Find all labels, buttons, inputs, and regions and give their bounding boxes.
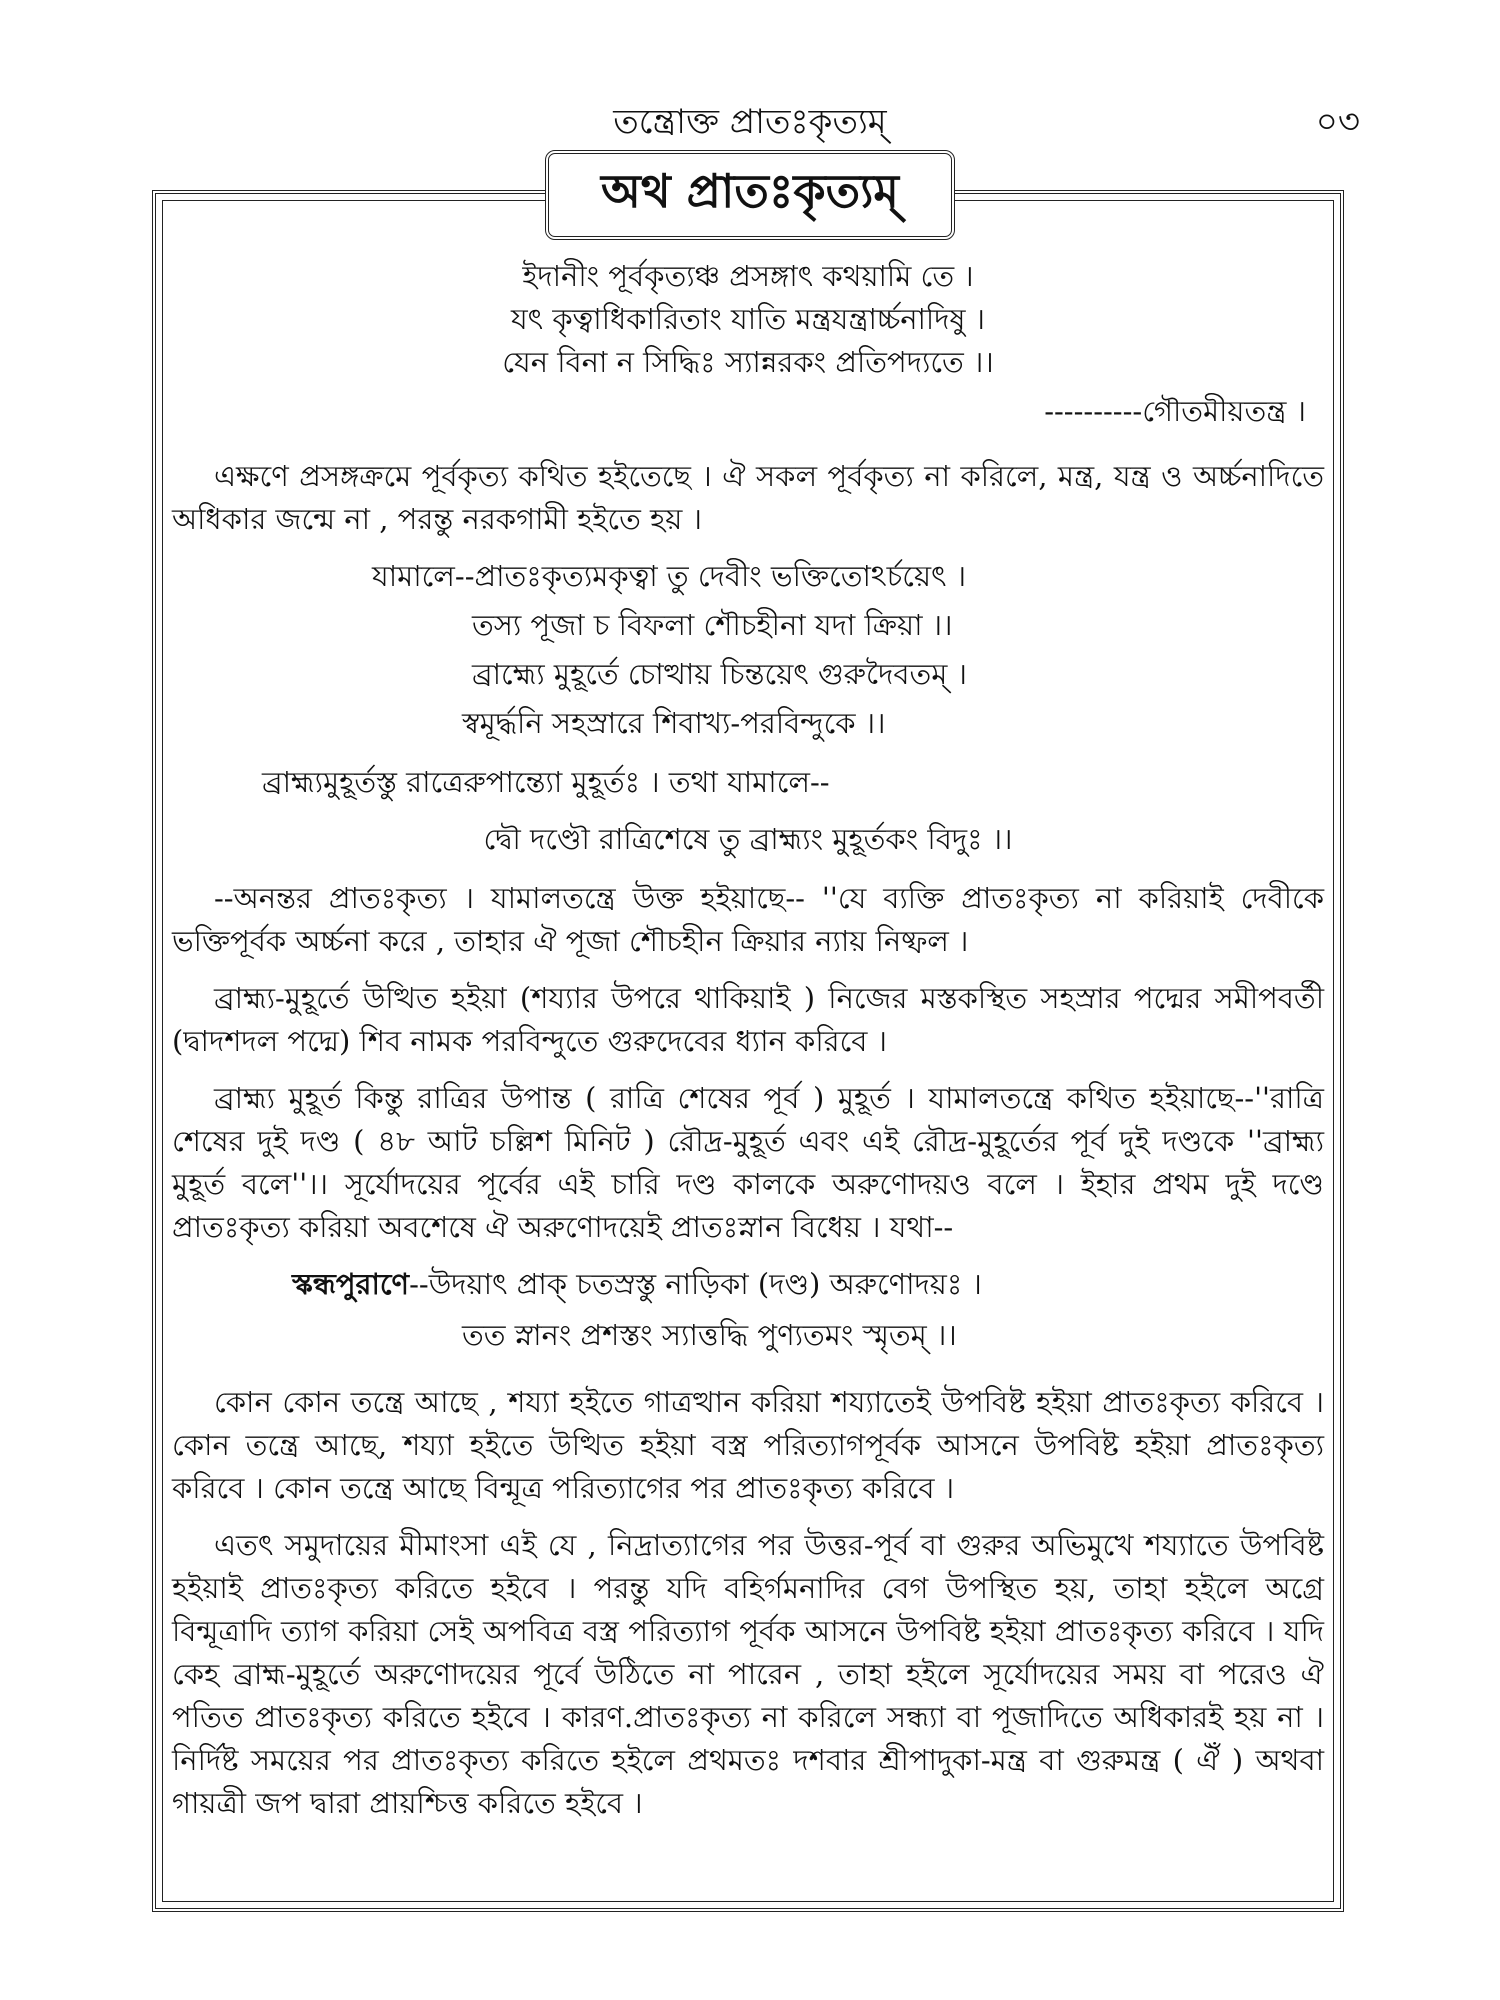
verse-line: ব্রাহ্ম্যে মুহূর্তে চোত্থায় চিন্তয়েৎ গুরুদৈবতম্ ।: [472, 657, 967, 691]
verse-line: স্বমূর্দ্ধনি সহস্রারে শিবাখ্য-পরবিন্দুকে ।।: [462, 706, 886, 740]
verse-line-centered: দ্বৌ দণ্ডৌ রাত্রিশেষে তু ব্রাহ্ম্যং মুহূর্তকং বিদুঃ ।।: [483, 822, 1013, 856]
chapter-title: অথ প্রাতঃকৃত্যম্: [601, 164, 899, 218]
verse-block-2: [372, 555, 1324, 745]
verse-line: যামালে--প্রাতঃকৃত্যমকৃত্বা তু দেবীং ভক্তিতোঽর্চয়েৎ ।: [372, 559, 967, 593]
paragraph: --অনন্তর প্রাতঃকৃত্য । যামালতন্ত্রে উক্ত হইয়াছে-- ''যে ব্যক্তি প্রাতঃকৃত্য না করিয়াই দেবীকে ভক্তিপূর্বক অর্চ্চনা করে , তাহার ঐ পূজা শৌচহীন ক্রিয়ার ন্যায় নিষ্ফল ।: [172, 881, 1324, 958]
page-number: ০৩: [1315, 102, 1360, 142]
running-header-title: তন্ত্রোক্ত প্রাতঃকৃত্যম্: [613, 102, 887, 142]
verse-line: যেন বিনা ন সিদ্ধিঃ স্যান্নরকং প্রতিপদ্যতে ।।: [502, 345, 994, 379]
page-content: [172, 255, 1324, 1839]
paragraph: ব্রাহ্ম্য মুহূর্ত কিন্তু রাত্রির উপান্ত ( রাত্রি শেষের পূর্ব ) মুহূর্ত । যামালতন্ত্রে কথিত হইয়াছে--''রাত্রি শেষের দুই দণ্ড ( ৪৮ আট চল্লিশ মিনিট ) রৌদ্র-মুহূর্ত এবং এই রৌদ্র-মুহূর্তের পূর্ব দুই দণ্ডকে ''ব্রাহ্ম্য মুহূর্ত বলে''।। সূর্যোদয়ের পূর্বের এই চারি দণ্ড কালকে অরুণোদয়ও বলে । ইহার প্রথম দুই দণ্ডে প্রাতঃকৃত্য করিয়া অবশেষে ঐ অরুণোদয়েই প্রাতঃস্নান বিধেয় । যথা--: [172, 1081, 1324, 1244]
verse-block-1: [172, 255, 1324, 384]
paragraph: ব্রাহ্ম্য-মুহূর্তে উত্থিত হইয়া (শয্যার উপরে থাকিয়াই ) নিজের মস্তকস্থিত সহস্রার পদ্মের সমীপবর্তী (দ্বাদশদল পদ্মে) শিব নামক পরবিন্দুতে গুরুদেবের ধ্যান করিবে ।: [172, 981, 1324, 1058]
verse-line: ইদানীং পূর্বকৃত্যঞ্চ প্রসঙ্গাৎ কথয়ামি তে ।: [522, 259, 974, 293]
verse-text: --উদয়াৎ প্রাক্ চতস্রস্তু নাড়িকা (দণ্ড) অরুণোদয়ঃ ।: [409, 1267, 982, 1301]
paragraph: এতৎ সমুদায়ের মীমাংসা এই যে , নিদ্রাত্যাগের পর উত্তর-পূর্ব বা গুরুর অভিমুখে শয্যাতে উপবিষ্ট হইয়াই প্রাতঃকৃত্য করিতে হইবে । পরন্তু যদি বহির্গমনাদির বেগ উপস্থিত হয়, তাহা হইলে অগ্রে বিন্মূত্রাদি ত্যাগ করিয়া সেই অপবিত্র বস্ত্র পরিত্যাগ পূর্বক আসনে উপবিষ্ট হইয়া প্রাতঃকৃত্য করিবে । যদি কেহ ব্রাহ্ম-মুহূর্তে অরুণোদয়ের পূর্বে উঠিতে না পারেন , তাহা হইলে সূর্যোদয়ের সময় বা পরেও ঐ পতিত প্রাতঃকৃত্য করিতে হইবে । কারণ.প্রাতঃকৃত্য না করিলে সন্ধ্যা বা পূজাদিতে অধিকারই হয় না । নির্দিষ্ট সময়ের পর প্রাতঃকৃত্য করিতে হইলে প্রথমতঃ দশবার শ্রীপাদুকা-মন্ত্র বা গুরুমন্ত্র ( ঐঁ ) অথবা গায়ত্রী জপ দ্বারা প্রায়শ্চিত্ত করিতে হইবে ।: [172, 1528, 1324, 1820]
verse-line: তত স্নানং প্রশস্তং স্যাত্তদ্ধি পুণ্যতমং স্মৃতম্ ।।: [462, 1318, 957, 1352]
verse-block-3: [292, 1263, 1324, 1357]
verse-line: যৎ কৃত্বাধিকারিতাং যাতি মন্ত্রযন্ত্রার্চ্চনাদিষু ।: [510, 302, 986, 336]
verse-line: তস্য পূজা চ বিফলা শৌচহীনা যদা ক্রিয়া ।।: [472, 608, 953, 642]
verse-source: ----------গৌতমীয়তন্ত্র ।: [1044, 394, 1306, 428]
verse-source-label: স্কন্ধপুরাণে: [292, 1267, 410, 1301]
chapter-title-box: [545, 150, 955, 240]
commentary-line: ব্রাহ্ম্যমুহূর্তস্তু রাত্রেরুপান্ত্যো মুহূর্তঃ । তথা যামালে--: [262, 765, 830, 799]
paragraph: কোন কোন তন্ত্রে আছে , শয্যা হইতে গাত্রত্থান করিয়া শয্যাতেই উপবিষ্ট হইয়া প্রাতঃকৃত্য করিবে । কোন তন্ত্রে আছে, শয্যা হইতে উত্থিত হইয়া বস্ত্র পরিত্যাগপূর্বক আসনে উপবিষ্ট হইয়া প্রাতঃকৃত্য করিবে । কোন তন্ত্রে আছে বিন্মূত্র পরিত্যাগের পর প্রাতঃকৃত্য করিবে ।: [172, 1385, 1324, 1505]
paragraph: এক্ষণে প্রসঙ্গক্রমে পূর্বকৃত্য কথিত হইতেছে । ঐ সকল পূর্বকৃত্য না করিলে, মন্ত্র, যন্ত্র ও অর্চ্চনাদিতে অধিকার জন্মে না , পরন্তু নরকগামী হইতে হয় ।: [172, 459, 1324, 536]
verse-line: [292, 1263, 1324, 1306]
